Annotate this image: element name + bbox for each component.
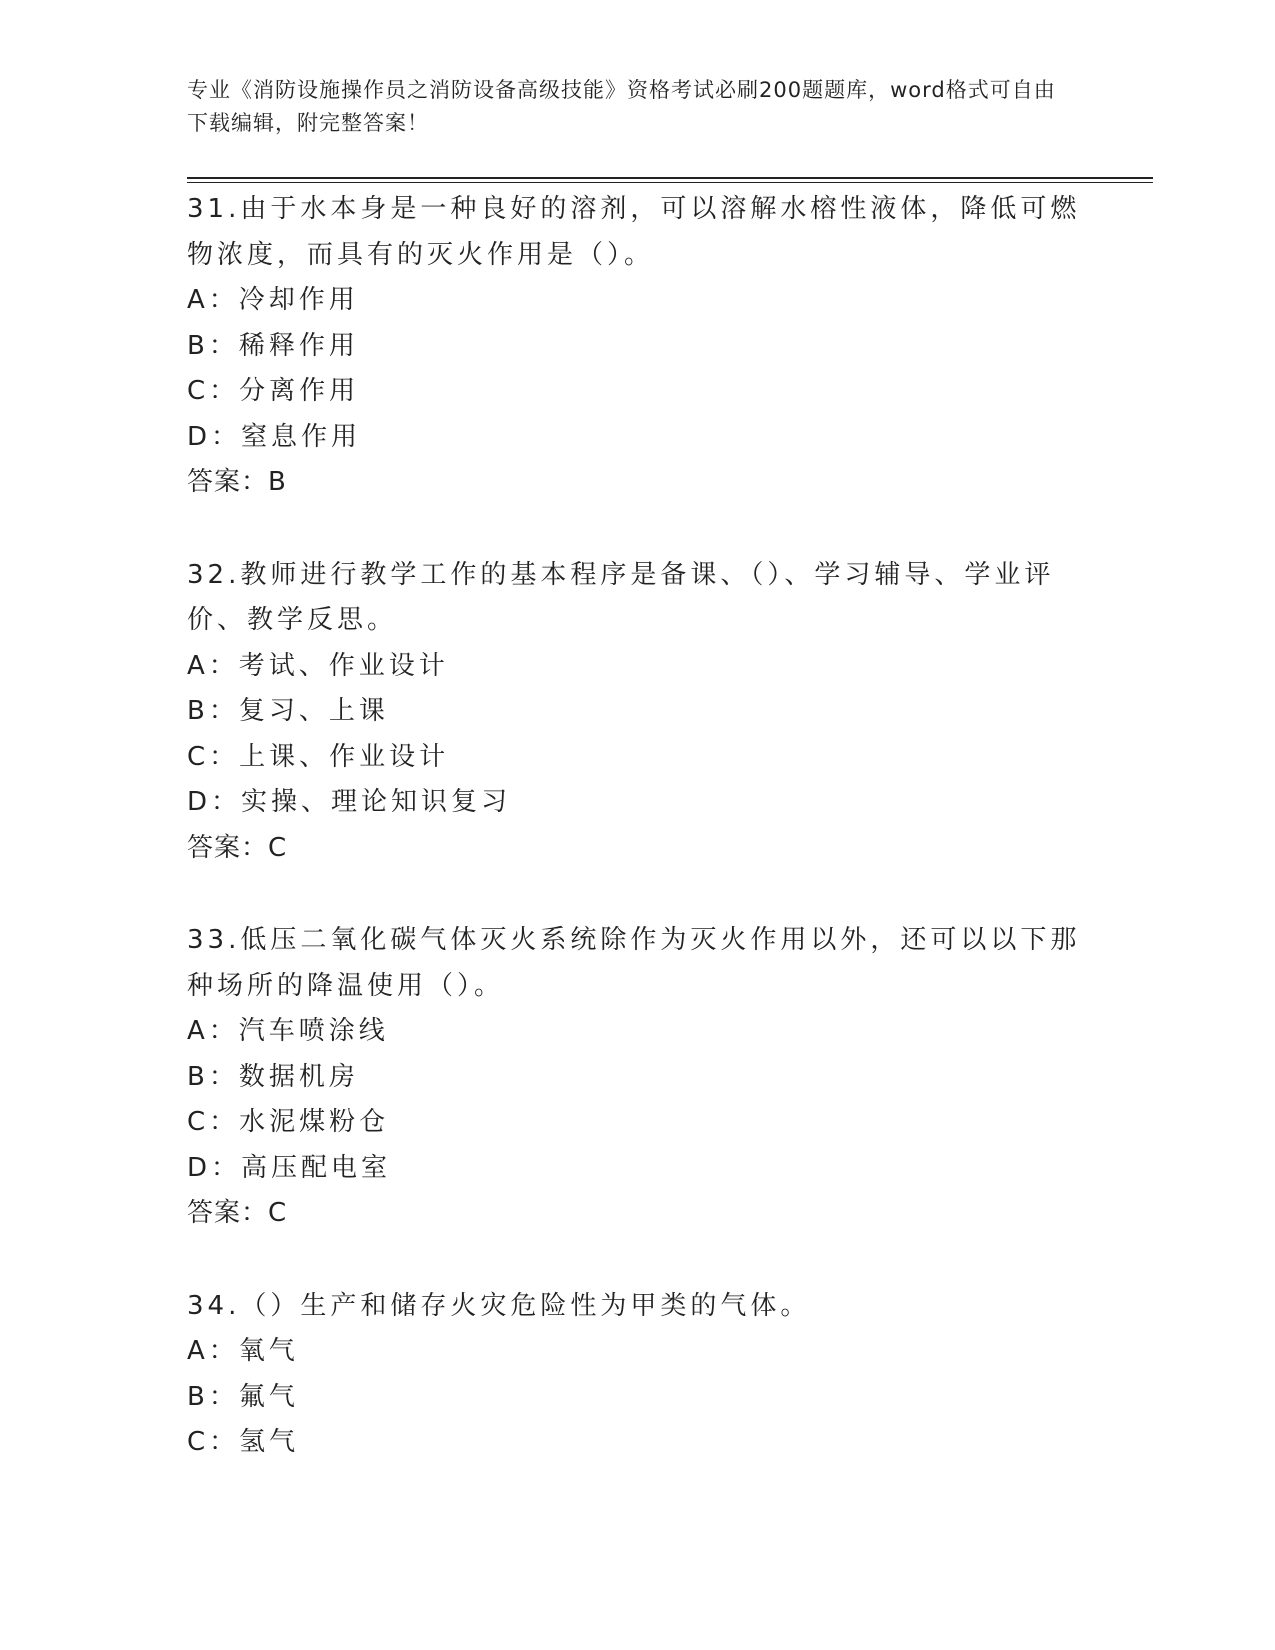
option-c: C：上课、作业设计 [187,741,450,772]
answer-line: 答案：C [187,832,288,863]
option-c: C：水泥煤粉仓 [187,1107,390,1137]
question-33 [187,918,1087,1237]
option-b: B：复习、上课 [187,696,389,726]
option-a: A：汽车喷涂线 [187,1016,389,1046]
option-d: D：高压配电室 [187,1152,392,1183]
option-c: C：氢气 [187,1427,300,1457]
option-c: C：分离作用 [187,376,360,406]
question-32 [187,553,1087,872]
option-b: B：氟气 [187,1381,299,1412]
question-stem: 31.由于水本身是一种良好的溶剂，可以溶解水榕性液体，降低可燃物浓度，而具有的灭火作用是（）。 [187,194,1081,270]
option-b: B：稀释作用 [187,330,359,361]
question-stem: 32.教师进行教学工作的基本程序是备课、（）、学习辅导、学业评价、教学反思。 [187,559,1055,635]
header-divider-thin [187,182,1153,183]
question-34 [187,1284,1087,1466]
option-b: B：数据机房 [187,1061,359,1092]
option-d: D：窒息作用 [187,421,362,452]
question-stem: 34.（）生产和储存火灾危险性为甲类的气体。 [187,1290,811,1321]
answer-line: 答案：B [187,467,287,497]
option-a: A：冷却作用 [187,285,359,315]
option-d: D：实操、理论知识复习 [187,787,512,817]
option-a: A：氧气 [187,1336,299,1366]
option-a: A：考试、作业设计 [187,650,449,681]
question-31 [187,187,1087,506]
question-list [187,187,1087,1513]
document-header: 专业《消防设施操作员之消防设备高级技能》资格考试必刷200题题库，word格式可自由下载编辑，附完整答案！ [187,78,1056,135]
answer-line: 答案：C [187,1198,288,1228]
question-stem: 33.低压二氧化碳气体灭火系统除作为灭火作用以外，还可以以下那种场所的降温使用（）。 [187,925,1081,1001]
header-divider-thick [187,177,1153,179]
